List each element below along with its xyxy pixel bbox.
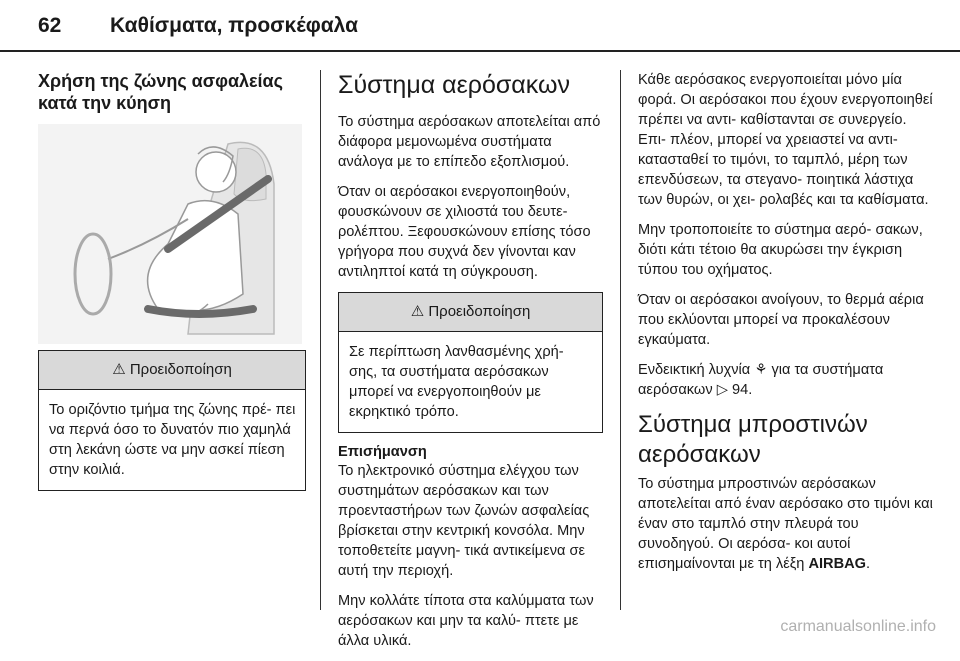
column-2	[338, 70, 603, 661]
watermark: carmanualsonline.info	[780, 618, 936, 635]
page-header	[0, 0, 960, 50]
warning-box	[38, 350, 306, 491]
warning-title: Προειδοποίηση	[129, 361, 232, 378]
section-heading: Χρήση της ζώνης ασφαλείας κατά την κύηση	[38, 71, 283, 113]
warning-box	[338, 292, 603, 433]
note-text: Το ηλεκτρονικό σύστημα ελέγχου των συστημάτων αερόσακων και των προενταστήρων των ζωνών ασφαλείας βρίσκεται στην κεντρική κονσόλα. Μην τοποθετείτε μαγνη- τικά αντικείμενα σε αυτή την περιοχή.	[338, 463, 590, 579]
airbag-label: AIRBAG	[808, 556, 867, 572]
pregnant-seatbelt-illustration	[38, 124, 302, 344]
airbag-warning-light-icon: ⚘	[754, 362, 768, 378]
warning-text: Σε περίπτωση λανθασμένης χρή- σης, τα συστήματα αερόσακων μπορεί να ενεργοποιηθούν με εκρηκτικό τρόπο.	[349, 344, 564, 420]
page-ref[interactable]: 94.	[731, 382, 753, 398]
warning-icon: ⚠	[410, 303, 425, 320]
text: για τα συστήματα αερόσακων	[638, 362, 884, 398]
warning-header	[39, 351, 305, 390]
text: .	[866, 556, 871, 572]
paragraph	[638, 360, 934, 400]
column-3	[638, 70, 934, 584]
text: Το σύστημα μπροστινών αερόσακων αποτελείται από έναν αερόσακο στο τιμόνι και έναν στο ταμπλό στην πλευρά του συνοδηγού. Οι αερόσα- κοι αυτοί επισημαίνονται με τη λέξη	[638, 476, 933, 572]
paragraph	[638, 474, 934, 574]
warning-header	[339, 293, 602, 332]
column-1	[38, 70, 306, 491]
warning-title: Προειδοποίηση	[428, 303, 531, 320]
header-rule	[0, 50, 960, 52]
note-title: Επισήμανση	[338, 444, 427, 460]
warning-text: Το οριζόντιο τμήμα της ζώνης πρέ- πει να περνά όσο το δυνατόν πιο χαμηλά στη λεκάνη ώστε να μην ασκεί πίεση στην κοιλιά.	[49, 402, 296, 478]
page-ref-icon: ▷	[716, 382, 728, 398]
paragraph: Το σύστημα αερόσακων αποτελείται από διάφορα μεμονωμένα συστήματα ανάλογα με το επίπεδο εξοπλισμού.	[338, 114, 601, 170]
text: Ενδεικτική λυχνία	[638, 362, 751, 378]
paragraph: Κάθε αερόσακος ενεργοποιείται μόνο μία φορά. Οι αερόσακοι που έχουν ενεργοποιηθεί πρέπει να αντι- καθίστανται σε συνεργείο. Επι- πλέον, μπορεί να χρειαστεί να αντι- κατασταθεί το τιμόνι, το ταμπλό, μέρη των επενδύσεων, τα στεγανο- ποιητικά λάστιχα των θυρών, οι χει- ρολαβές και τα καθίσματα.	[638, 72, 933, 208]
column-divider	[620, 70, 621, 610]
warning-icon: ⚠	[112, 361, 126, 378]
column-divider	[320, 70, 321, 610]
paragraph: Όταν οι αερόσακοι ενεργοποιηθούν, φουσκώνουν σε χιλιοστά του δευτε- ρολέπτου. Ξεφουσκώνουν επίσης τόσο γρήγορα που συχνά δεν γίνονται καν αντιληπτοί κατά τη σύγκρουση.	[338, 184, 591, 280]
section-heading: Σύστημα μπροστινών αερόσακων	[638, 411, 868, 468]
page-number: 62	[38, 14, 62, 37]
paragraph: Όταν οι αερόσακοι ανοίγουν, το θερμά αέρια που εκλύονται μπορεί να προκαλέσουν εγκαύματα.	[638, 292, 924, 348]
paragraph: Μην τροποποιείτε το σύστημα αερό- σακων, διότι κάτι τέτοιο θα ακυρώσει την έγκριση τύπου του οχήματος.	[638, 222, 923, 278]
page-title: Καθίσματα, προσκέφαλα	[110, 14, 358, 37]
section-heading: Σύστημα αερόσακων	[338, 71, 570, 99]
paragraph: Μην κολλάτε τίποτα στα καλύμματα των αερόσακων και μην τα καλύ- πτετε με άλλα υλικά.	[338, 593, 594, 649]
